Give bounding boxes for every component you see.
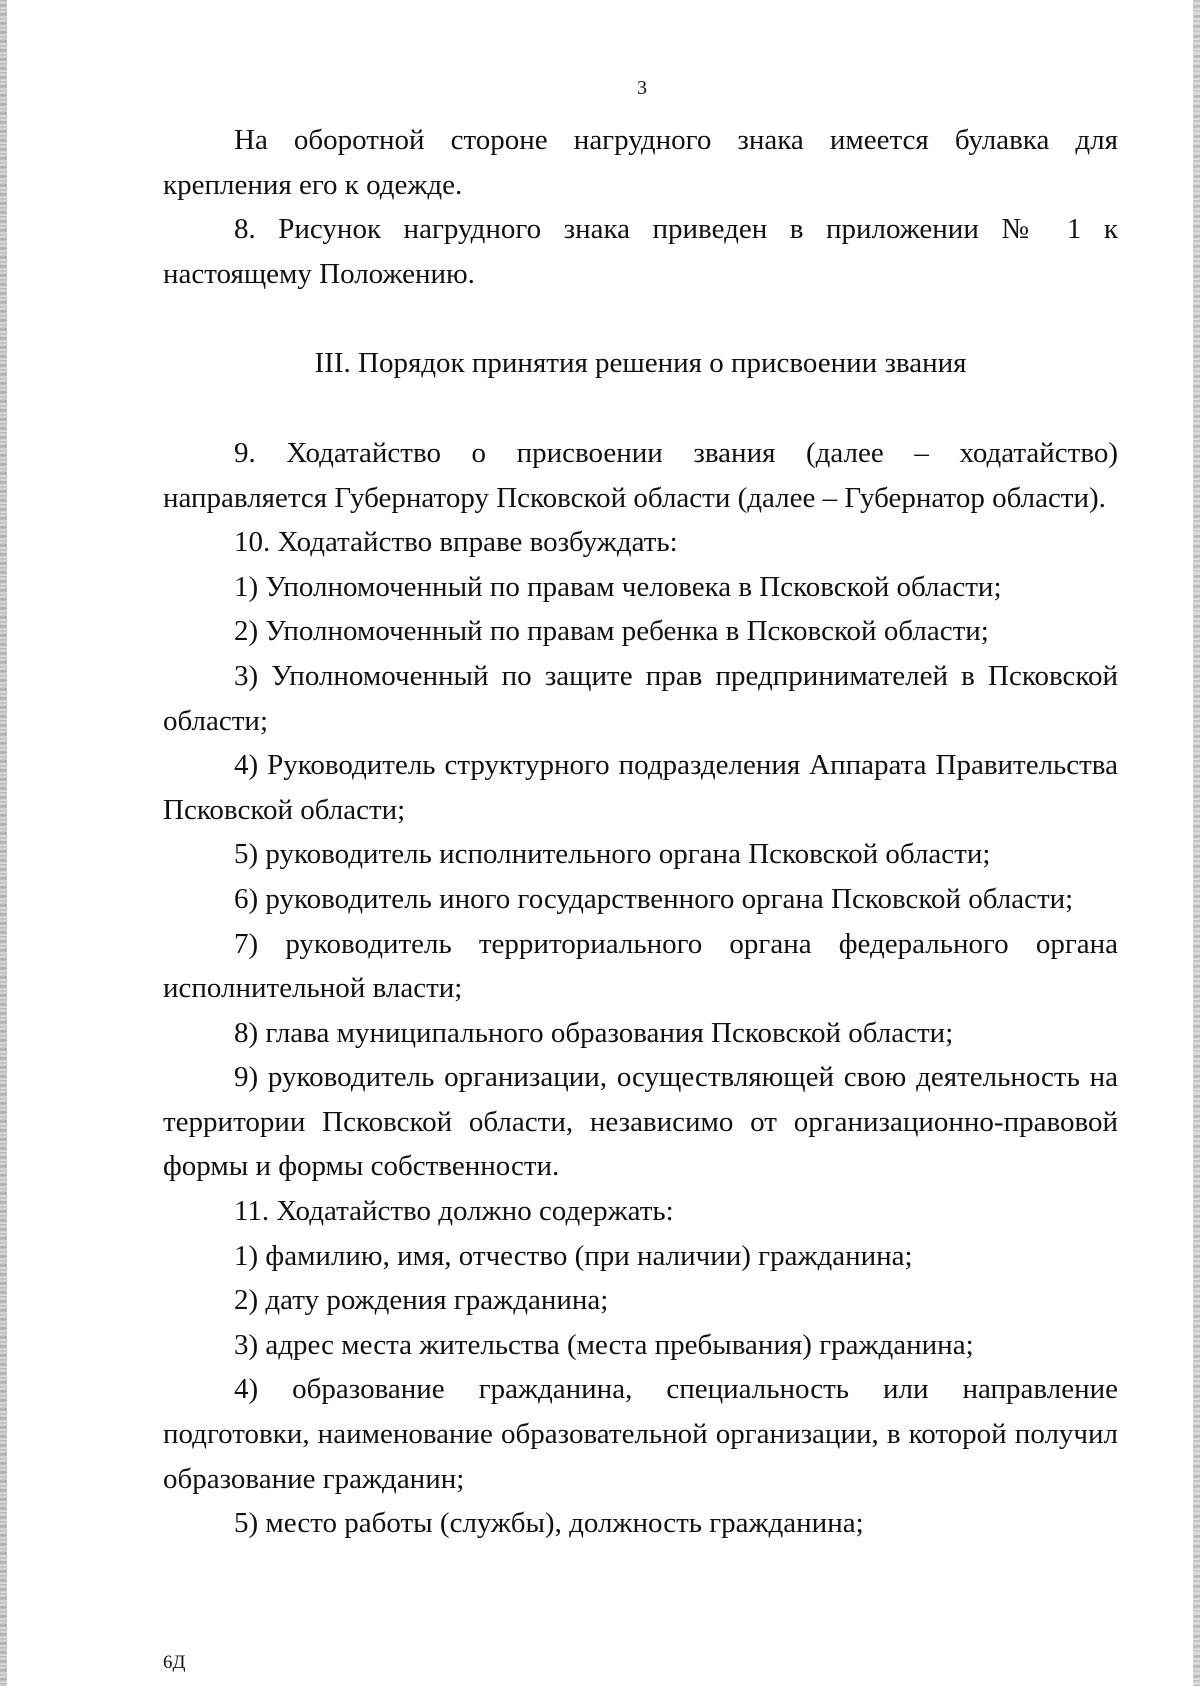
paragraph: 11. Ходатайство должно содержать: — [234, 1195, 674, 1228]
list-item: 7) руководитель территориального органа федерального органа исполнительной власти; — [163, 927, 1118, 1005]
paragraph: 10. Ходатайство вправе возбуждать: — [234, 526, 678, 559]
list-item: 1) Уполномоченный по правам человека в Псковской области; — [234, 570, 1002, 603]
list-item: 3) Уполномоченный по защите прав предпринимателей в Псковской области; — [163, 659, 1118, 737]
list-item: 3) адрес места жительства (места пребывания) гражданина; — [234, 1328, 974, 1361]
list-item: 1) фамилию, имя, отчество (при наличии) гражданина; — [234, 1239, 913, 1272]
paragraph: 8. Рисунок нагрудного знака приведен в приложении № 1 к настоящему Положению. — [163, 213, 1118, 290]
scan-edge-left — [0, 0, 7, 1686]
document-body — [163, 118, 1118, 1546]
paragraph: На оборотной стороне нагрудного знака имеется булавка для крепления его к одежде. — [163, 124, 1118, 201]
list-item: 8) глава муниципального образования Псковской области; — [234, 1016, 954, 1049]
footer-code: 6Д — [163, 1652, 186, 1673]
list-item: 2) Уполномоченный по правам ребенка в Псковской области; — [234, 615, 989, 648]
list-item: 2) дату рождения гражданина; — [234, 1284, 609, 1317]
list-item: 5) руководитель исполнительного органа Псковской области; — [234, 838, 991, 871]
paragraph: 9. Ходатайство о присвоении звания (далее – ходатайство) направляется Губернатору Псковской области (далее – Губернатор области). — [163, 436, 1118, 514]
section-heading: III. Порядок принятия решения о присвоении звания — [314, 347, 967, 380]
list-item: 5) место работы (службы), должность гражданина; — [234, 1507, 864, 1540]
list-item: 4) образование гражданина, специальность или направление подготовки, наименование образовательной организации, в которой получил образование гражданин; — [163, 1373, 1118, 1495]
list-item: 9) руководитель организации, осуществляющей свою деятельность на территории Псковской области, независимо от организационно-правовой формы и формы собственности. — [163, 1061, 1118, 1183]
list-item: 4) Руководитель структурного подразделения Аппарата Правительства Псковской области; — [163, 749, 1118, 826]
page-number: 3 — [637, 77, 647, 99]
list-item: 6) руководитель иного государственного органа Псковской области; — [234, 882, 1074, 915]
scan-edge-right — [1193, 0, 1200, 1686]
